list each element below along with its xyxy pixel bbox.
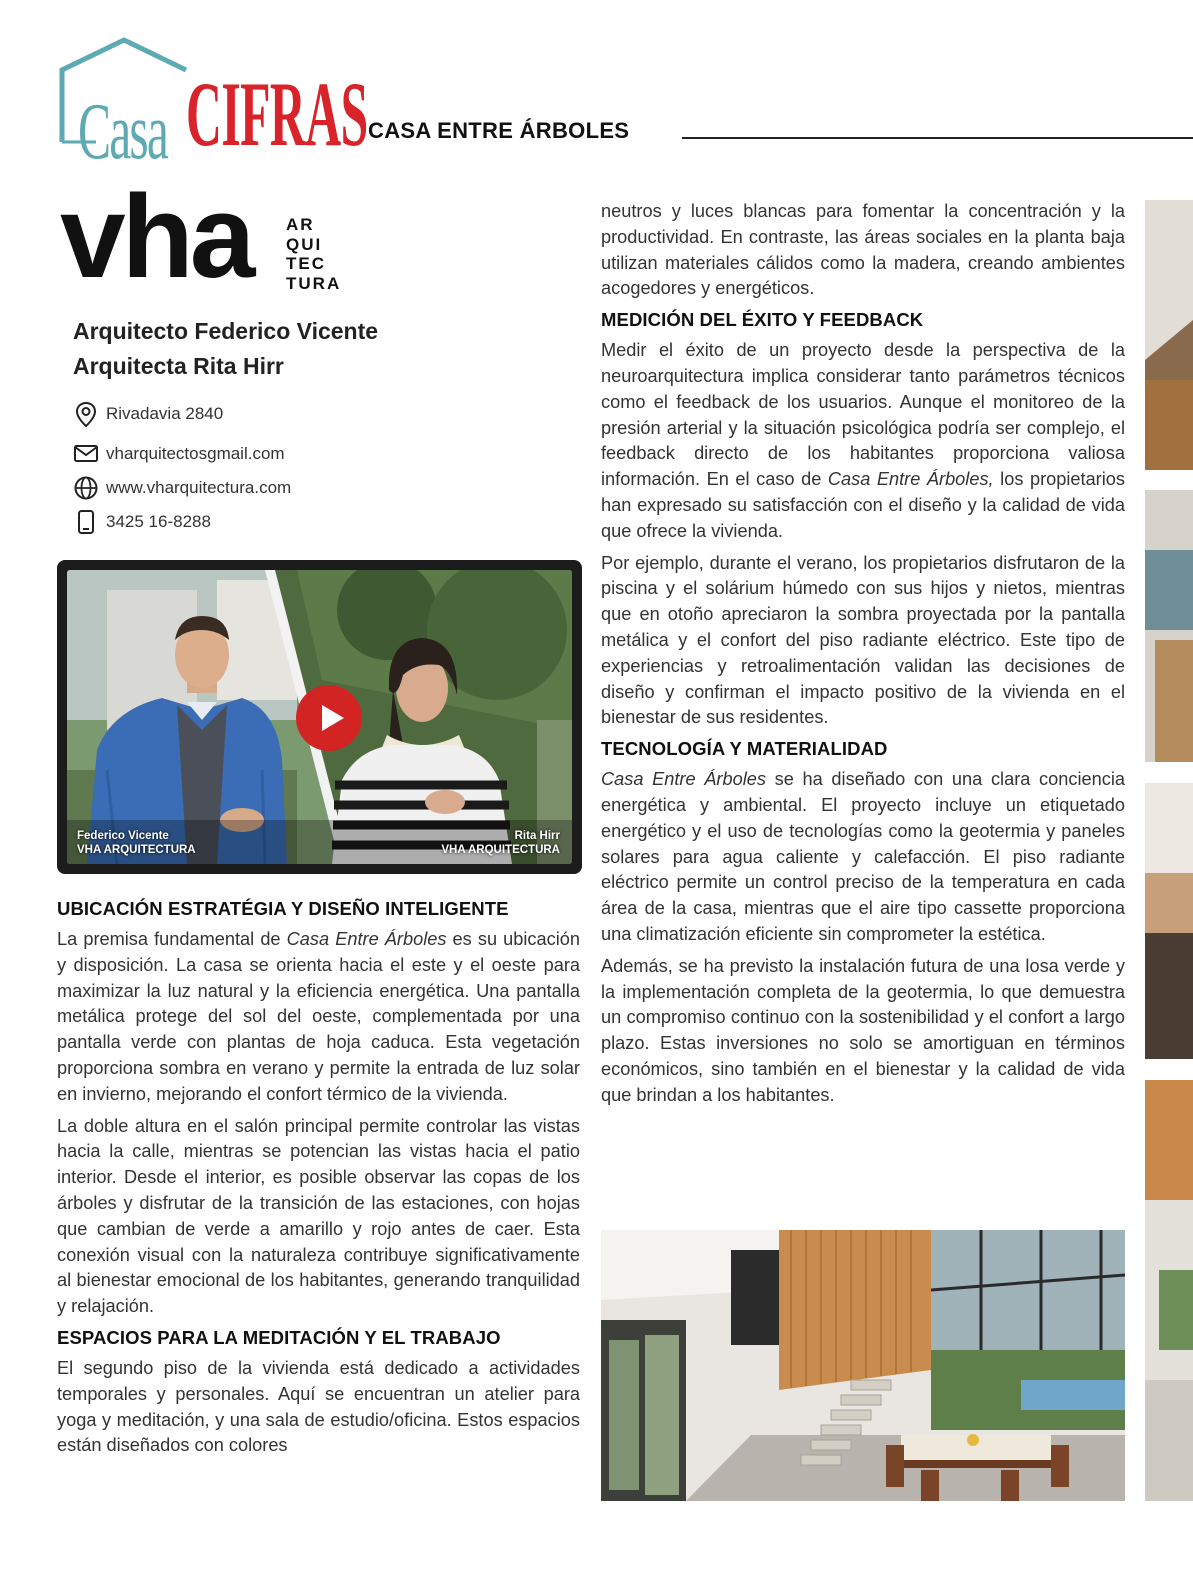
article-left-column (57, 893, 580, 1465)
video-thumbnail[interactable] (67, 570, 572, 864)
vha-logo-subtitle (286, 215, 341, 293)
side-photo-illustration (1145, 490, 1193, 762)
smartphone-icon (72, 508, 100, 536)
text-run: se ha diseñado con una clara conciencia energética y ambiental. El proyecto incluye un etiquetado energético y el uso de tecnologías como la geotermia y paneles solares para agua caliente y calefacción. El piso radiante eléctrico permite un control preciso de la temperatura en cada área de la casa, mientras que el aire tipo cassette proporciona una climatización eficiente sin comprometer la estética. (601, 769, 1125, 944)
side-photo-illustration (1145, 783, 1193, 1059)
project-name: Casa Entre Árboles (286, 929, 447, 949)
article-right-column (601, 199, 1125, 1115)
text-run: Medir el éxito de un proyecto desde la perspectiva de la neuroarquitectura implica considerar tanto parámetros técnicos como el feedback de los usuarios. Aunque el monitoreo de la presión arterial y la situación psicológica podría ser complejo, el feedback directo de los habitantes proporciona valiosa información. En el caso de (601, 340, 1125, 490)
logo-cifras-text: CIFRAS (186, 63, 368, 165)
web-text[interactable]: www.vharquitectura.com (106, 478, 292, 497)
paragraph (601, 767, 1125, 948)
video-player[interactable] (57, 560, 582, 874)
interior-photo-illustration (601, 1230, 1125, 1501)
heading-espacios: ESPACIOS PARA LA MEDITACIÓN Y EL TRABAJO (57, 1326, 501, 1348)
side-photo-illustration (1145, 200, 1193, 470)
paragraph: La doble altura en el salón principal permite controlar las vistas hacia la calle, mientras se potencian las vistas hacia el patio interior. Desde el interior, es posible observar las copas de los árboles y disfrutar de la transición de las estaciones, con hojas que cambian de verde a amarillo y rojo antes de caer. Esta conexión visual con la naturaleza contribuye significativamente al bienestar emocional de los habitantes, generando tranquilidad y relajación. (57, 1115, 580, 1317)
paragraph: El segundo piso de la vivienda está dedicado a actividades temporales y personales. Aquí se encuentran un atelier para yoga y meditación, y una sala de estudio/oficina. Estos espacios están diseñados con colores (57, 1357, 580, 1456)
side-photo-strip (1145, 200, 1193, 470)
vha-sub-line: AR (286, 215, 315, 234)
contact-web[interactable] (72, 474, 291, 502)
phone-text[interactable]: 3425 16-8288 (106, 512, 211, 531)
play-button[interactable] (296, 685, 362, 751)
heading-tecnologia: TECNOLOGÍA Y MATERIALIDAD (601, 738, 888, 760)
caption-name: Federico Vicente (77, 830, 169, 842)
vha-sub-line: QUI (286, 234, 323, 254)
casa-cifras-logo (56, 36, 368, 176)
paragraph (57, 927, 580, 1108)
caption-org: VHA ARQUITECTURA (441, 844, 560, 856)
contact-email[interactable] (72, 440, 285, 468)
interior-photo (601, 1230, 1125, 1501)
paragraph (601, 338, 1125, 544)
side-photo-strip (1145, 783, 1193, 1059)
header-divider (682, 137, 1193, 139)
architect-name: Arquitecta Rita Hirr (73, 353, 284, 379)
vha-logo-wordmark: vha (60, 171, 252, 303)
text-run: los propietarios han expresado su satisfacción con el diseño y la calidad de vida que ofrece la vivienda. (601, 469, 1125, 541)
heading-medicion: MEDICIÓN DEL ÉXITO Y FEEDBACK (601, 309, 924, 331)
caption-name: Rita Hirr (514, 830, 560, 842)
paragraph: Además, se ha previsto la instalación futura de una losa verde y la implementación completa de la geotermia, lo que demuestra un compromiso continuo con la sostenibilidad y el confort a largo plazo. Estas inversiones no solo se amortiguan en términos económicos, sino también en el bienestar y la calidad de vida que brindan a los habitantes. (601, 955, 1125, 1105)
video-caption-left (77, 829, 196, 857)
side-photo-strip (1145, 490, 1193, 762)
email-text[interactable]: vharquitectosgmail.com (106, 444, 285, 463)
text-run: La premisa fundamental de (57, 929, 287, 949)
paragraph: neutros y luces blancas para fomentar la concentración y la productividad. En contraste, las áreas sociales en la planta baja utilizan materiales cálidos como la madera, creando ambientes acogedores y energéticos. (601, 201, 1125, 299)
envelope-icon (72, 440, 100, 468)
caption-org: VHA ARQUITECTURA (77, 844, 196, 856)
project-name: Casa Entre Árboles, (827, 469, 994, 490)
vha-sub-line: TURA (286, 273, 342, 293)
contact-address (72, 400, 223, 428)
text-run: es su ubicación y disposición. La casa se orienta hacia el este y el oeste para maximizar la luz natural y la eficiencia energética. Una pantalla metálica protege del sol del oeste, complementada por una pantalla verde con plantas de hoja caduca. Esta vegetación proporciona sombra en verano y permite la entrada de luz solar en invierno, mejorando el confort térmico de la vivienda. (57, 929, 581, 1104)
video-caption-right (441, 829, 560, 857)
heading-ubicacion: UBICACIÓN ESTRATÉGIA Y DISEÑO INTELIGENTE (57, 898, 509, 919)
location-pin-icon (72, 400, 100, 428)
section-title: CASA ENTRE ÁRBOLES (368, 118, 630, 143)
globe-icon (72, 474, 100, 502)
architects-list (73, 314, 378, 384)
side-photo-strip (1145, 1080, 1193, 1501)
contact-phone[interactable] (72, 508, 211, 536)
address-text: Rivadavia 2840 (106, 404, 224, 423)
paragraph: Por ejemplo, durante el verano, los propietarios disfrutaron de la piscina y el solárium húmedo con sus hijos y nietos, mientras que en otoño apreciaron la sombra proyectada por la pantalla metálica y el confort del piso radiante eléctrico. Este tipo de experiencias y retroalimentación validan las decisiones de diseño y confirman el impacto positivo de la vivienda en el bienestar de sus residentes. (601, 552, 1125, 728)
project-name: Casa Entre Árboles (601, 769, 766, 790)
vha-sub-line: TEC (286, 254, 326, 273)
architect-name: Arquitecto Federico Vicente (73, 318, 379, 344)
logo-casa-text: Casa (78, 88, 167, 176)
side-photo-illustration (1145, 1080, 1193, 1501)
